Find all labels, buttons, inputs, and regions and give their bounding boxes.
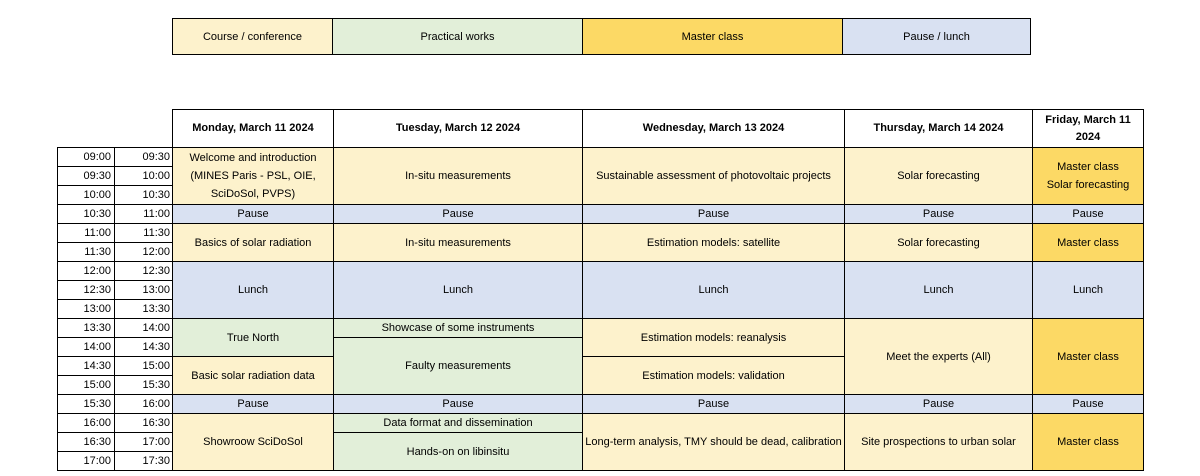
session-tue-showcase: Showcase of some instruments: [334, 319, 583, 338]
session-tue-insitu: In-situ measurements: [334, 148, 583, 205]
day-header-monday: Monday, March 11 2024: [173, 110, 334, 148]
session-mon-pause-2: Pause: [173, 395, 334, 414]
slot-start: 09:30: [58, 167, 115, 186]
session-wed-sustainable: Sustainable assessment of photovoltaic projects: [583, 148, 845, 205]
session-tue-lunch: Lunch: [334, 262, 583, 319]
schedule-table: [57, 109, 1144, 471]
session-thu-pause-2: Pause: [845, 395, 1033, 414]
session-wed-pause-2: Pause: [583, 395, 845, 414]
day-header-tuesday: Tuesday, March 12 2024: [334, 110, 583, 148]
slot-end: 13:30: [115, 300, 173, 319]
slot-end: 15:00: [115, 357, 173, 376]
legend-pause: Pause / lunch: [843, 19, 1031, 55]
slot-start: 12:30: [58, 281, 115, 300]
session-fri-pause-2: Pause: [1033, 395, 1144, 414]
slot-start: 10:30: [58, 205, 115, 224]
day-header-thursday: Thursday, March 14 2024: [845, 110, 1033, 148]
legend-table: [172, 18, 1031, 55]
time-header-blank: [115, 110, 173, 148]
session-mon-basicdata: Basic solar radiation data: [173, 357, 334, 395]
slot-end: 17:30: [115, 452, 173, 471]
slot-end: 14:30: [115, 338, 173, 357]
session-tue-faulty: Faulty measurements: [334, 338, 583, 395]
session-wed-validation: Estimation models: validation: [583, 357, 845, 395]
slot-start: 13:30: [58, 319, 115, 338]
slot-start: 17:00: [58, 452, 115, 471]
session-tue-insitu-2: In-situ measurements: [334, 224, 583, 262]
session-wed-lunch: Lunch: [583, 262, 845, 319]
slot-end: 15:30: [115, 376, 173, 395]
session-wed-longterm: Long-term analysis, TMY should be dead, calibration: [583, 414, 845, 471]
slot-end: 09:30: [115, 148, 173, 167]
slot-end: 12:30: [115, 262, 173, 281]
slot-end: 12:00: [115, 243, 173, 262]
session-tue-pause: Pause: [334, 205, 583, 224]
legend-practical: Practical works: [333, 19, 583, 55]
session-mon-basics: Basics of solar radiation: [173, 224, 334, 262]
legend-course: Course / conference: [173, 19, 333, 55]
session-mon-pause: Pause: [173, 205, 334, 224]
session-tue-handson: Hands-on on libinsitu: [334, 433, 583, 471]
session-thu-lunch: Lunch: [845, 262, 1033, 319]
slot-start: 11:00: [58, 224, 115, 243]
session-mon-welcome: Welcome and introduction (MINES Paris - PSL, OIE, SciDoSol, PVPS): [173, 148, 334, 205]
session-mon-lunch: Lunch: [173, 262, 334, 319]
slot-start: 12:00: [58, 262, 115, 281]
slot-start: 14:00: [58, 338, 115, 357]
slot-end: 11:00: [115, 205, 173, 224]
session-thu-forecasting: Solar forecasting: [845, 148, 1033, 205]
session-wed-pause: Pause: [583, 205, 845, 224]
session-mon-truenorth: True North: [173, 319, 334, 357]
session-fri-masterclass: [1033, 148, 1144, 205]
day-header-wednesday: Wednesday, March 13 2024: [583, 110, 845, 148]
session-fri-masterclass-topic: Solar forecasting: [1046, 179, 1130, 191]
session-thu-pause: Pause: [845, 205, 1033, 224]
slot-start: 15:00: [58, 376, 115, 395]
slot-end: 17:00: [115, 433, 173, 452]
session-thu-experts: Meet the experts (All): [845, 319, 1033, 395]
session-tue-pause-2: Pause: [334, 395, 583, 414]
session-fri-lunch: Lunch: [1033, 262, 1144, 319]
slot-end: 11:30: [115, 224, 173, 243]
session-fri-masterclass-2: Master class: [1033, 224, 1144, 262]
slot-start: 16:30: [58, 433, 115, 452]
session-fri-masterclass-4: Master class: [1033, 414, 1144, 471]
slot-end: 13:00: [115, 281, 173, 300]
session-wed-satellite: Estimation models: satellite: [583, 224, 845, 262]
slot-start: 10:00: [58, 186, 115, 205]
session-fri-pause: Pause: [1033, 205, 1144, 224]
time-header-blank: [58, 110, 115, 148]
session-thu-site: Site prospections to urban solar: [845, 414, 1033, 471]
session-fri-masterclass-3: Master class: [1033, 319, 1144, 395]
slot-end: 14:00: [115, 319, 173, 338]
session-tue-dataformat: Data format and dissemination: [334, 414, 583, 433]
slot-start: 16:00: [58, 414, 115, 433]
slot-end: 16:00: [115, 395, 173, 414]
slot-start: 14:30: [58, 357, 115, 376]
slot-start: 11:30: [58, 243, 115, 262]
session-mon-showroom: Showroow SciDoSol: [173, 414, 334, 471]
legend-master: Master class: [583, 19, 843, 55]
slot-end: 10:30: [115, 186, 173, 205]
session-fri-masterclass-title: Master class: [1057, 161, 1119, 173]
slot-end: 10:00: [115, 167, 173, 186]
day-header-friday: Friday, March 11 2024: [1033, 110, 1144, 148]
slot-start: 13:00: [58, 300, 115, 319]
session-wed-reanalysis: Estimation models: reanalysis: [583, 319, 845, 357]
slot-end: 16:30: [115, 414, 173, 433]
session-thu-forecasting-2: Solar forecasting: [845, 224, 1033, 262]
slot-start: 15:30: [58, 395, 115, 414]
slot-start: 09:00: [58, 148, 115, 167]
